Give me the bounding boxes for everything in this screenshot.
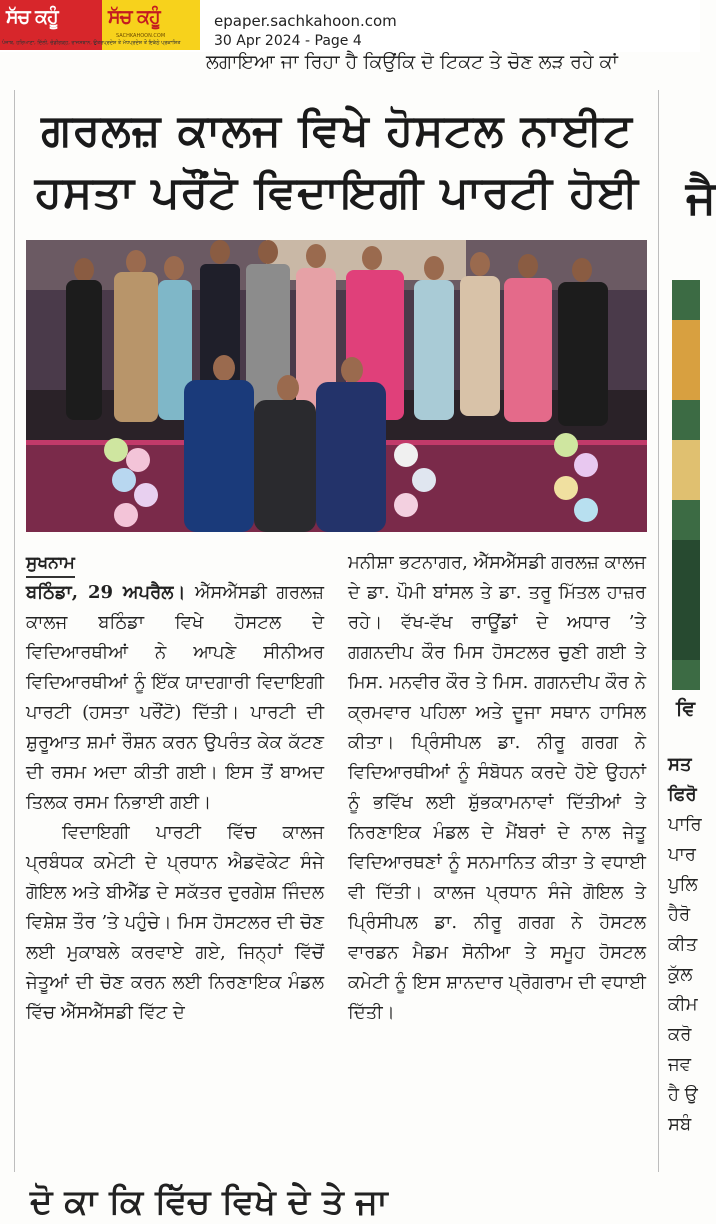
article-column-1 [26,548,324,1028]
logo-yellow-text: ਸੱਚ ਕਹੂੰ [108,6,160,28]
byline: ਸੁਖਨਾਮ [26,550,75,578]
article-headline [26,100,648,224]
next-article-line: ਕੀਮ [668,994,698,1015]
column-rule-right [658,90,659,1172]
next-article-line: ਸਤ [668,754,692,775]
sachkahoon-logo[interactable] [0,0,200,50]
bottom-headline-fragment: ਦੋ ਕਾ ਕਿ ਵਿੱਚ ਵਿਖੇ ਦੇ ਤੇ ਜਾ [30,1182,388,1222]
edition-date-page: 30 Apr 2024 - Page 4 [214,33,362,49]
next-article-caption-fragment: ਵਿ [676,696,695,720]
source-url[interactable]: epaper.sachkahoon.com [214,12,397,30]
next-article-line: ਹੈਰੋ [668,904,691,925]
event-photo-illustration [26,240,647,532]
next-article-line: ਕੀਤ [668,934,698,955]
epaper-header [0,0,700,52]
article-paragraph-2: ਵਿਦਾਇਗੀ ਪਾਰਟੀ ਵਿੱਚ ਕਾਲਜ ਪ੍ਰਬੰਧਕ ਕਮੇਟੀ ਦੇ ਪ੍ਰਧਾਨ ਐਡਵੋਕੇਟ ਸੰਜੇ ਗੋਇਲ ਅਤੇ ਬੀਐੱਡ ਦੇ ਸਕੱਤਰ ਦੁਰਗੇਸ਼ ਜਿੰਦਲ ਵਿਸ਼ੇਸ਼ ਤੌਰ ’ਤੇ ਪਹੁੰਚੇ। ਮਿਸ ਹੋਸਟਲਰ ਦੀ ਚੋਣ ਲਈ ਮੁਕਾਬਲੇ ਕਰਵਾਏ ਗਏ, ਜਿਨ੍ਹਾਂ ਵਿੱਚੋਂ ਜੇਤੂਆਂ ਦੀ ਚੋਣ ਕਰਨ ਲਈ ਨਿਰਣਾਇਕ ਮੰਡਲ ਵਿੱਚ ਐੱਸਐੱਸਡੀ ਵਿੱਟ ਦੇ [26,822,324,1023]
next-article-line: ਪਾਰ [668,844,696,865]
column-rule-left [14,90,15,1172]
logo-tagline: ਪੰਜਾਬ, ਹਰਿਆਣਾ, ਦਿੱਲੀ, ਚੰਡੀਗੜ੍ਹ, ਰਾਜਸਥਾਨ, ਉਤਰਪ੍ਰਦੇਸ਼ ਤੇ ਮੱਧਪ੍ਰਦੇਸ਼ ਤੋਂ ਇਕੱਠੇ ਪ੍ਰਕਾਸ਼ਿਤ [2,40,181,46]
article-paragraph-1: ਐੱਸਐੱਸਡੀ ਗਰਲਜ਼ ਕਾਲਜ ਬਠਿੰਡਾ ਵਿਖੇ ਹੋਸਟਲ ਦੇ ਵਿਦਿਆਰਥੀਆਂ ਨੇ ਆਪਣੇ ਸੀਨੀਅਰ ਵਿਦਿਆਰਥੀਆਂ ਨੂੰ ਇੱਕ ਯਾਦਗਾਰੀ ਵਿਦਾਇਗੀ ਪਾਰਟੀ (ਹਸਤਾ ਪਰੌਂਟੋ) ਦਿੱਤੀ। ਪਾਰਟੀ ਦੀ ਸ਼ੁਰੂਆਤ ਸ਼ਮਾਂ ਰੌਸ਼ਨ ਕਰਨ ਉਪਰੰਤ ਕੇਕ ਕੱਟਣ ਦੀ ਰਸਮ ਅਦਾ ਕੀਤੀ ਗਈ। ਇਸ ਤੋਂ ਬਾਅਦ ਤਿਲਕ ਰਸਮ ਨਿਭਾਈ ਗਈ। [26,582,324,813]
next-article-text-fragment [668,750,708,1170]
next-article-line: ਹੈ ਉ [668,1084,698,1105]
next-article-photo-illustration [672,280,700,690]
logo-red-text: ਸੱਚ ਕਹੂੰ [6,6,58,28]
next-article-line: ਫਿਰੋ [668,784,697,805]
article-paragraph-3: ਮਨੀਸ਼ਾ ਭਟਨਾਗਰ, ਐੱਸਐੱਸਡੀ ਗਰਲਜ਼ ਕਾਲਜ ਦੇ ਡਾ. ਪੌਮੀ ਬਾਂਸਲ ਤੇ ਡਾ. ਤਰੂ ਮਿੱਤਲ ਹਾਜ਼ਰ ਰਹੇ। ਵੱਖ-ਵੱਖ ਰਾਊਂਡਾਂ ਦੇ ਅਧਾਰ ’ਤੇ ਗਗਨਦੀਪ ਕੌਰ ਮਿਸ ਹੋਸਟਲਰ ਚੁਣੀ ਗਈ ਤੇ ਮਿਸ. ਮਨਵੀਰ ਕੌਰ ਤੇ ਮਿਸ. ਗਗਨਦੀਪ ਕੌਰ ਨੇ ਕ੍ਰਮਵਾਰ ਪਹਿਲਾ ਅਤੇ ਦੂਜਾ ਸਥਾਨ ਹਾਸਿਲ ਕੀਤਾ। ਪ੍ਰਿੰਸੀਪਲ ਡਾ. ਨੀਰੂ ਗਰਗ ਨੇ ਵਿਦਿਆਰਥੀਆਂ ਨੂੰ ਸੰਬੋਧਨ ਕਰਦੇ ਹੋਏ ਉਹਨਾਂ ਨੂੰ ਭਵਿੱਖ ਲਈ ਸ਼ੁੱਭਕਾਮਨਾਵਾਂ ਦਿੱਤੀਆਂ ਤੇ ਨਿਰਣਾਇਕ ਮੰਡਲ ਦੇ ਮੈਂਬਰਾਂ ਦੇ ਨਾਲ ਜੇਤੂ ਵਿਦਿਆਰਥਣਾਂ ਨੂੰ ਸਨਮਾਨਿਤ ਕੀਤਾ ਤੇ ਵਧਾਈ ਵੀ ਦਿੱਤੀ। ਕਾਲਜ ਪ੍ਰਧਾਨ ਸੰਜੇ ਗੋਇਲ ਤੇ ਪ੍ਰਿੰਸੀਪਲ ਡਾ. ਨੀਰੂ ਗਰਗ ਨੇ ਹੋਸਟਲ ਵਾਰਡਨ ਮੈਡਮ ਸੋਨੀਆ ਤੇ ਸਮੂਹ ਹੋਸਟਲ ਕਮੇਟੀ ਨੂੰ ਇਸ ਸ਼ਾਨਦਾਰ ਪ੍ਰੋਗਰਾਮ ਦੀ ਵਧਾਈ ਦਿੱਤੀ। [348,552,646,1023]
next-article-photo[interactable] [672,280,700,690]
article-column-2 [348,548,646,1028]
next-article-headline-fragment: ਜੈ [686,170,716,224]
next-article-line: ਪਾਰਿ [668,814,702,835]
next-article-line: ਸਬੰ [668,1114,692,1135]
logo-site: SACHKAHOON.COM [116,33,166,39]
article-photo[interactable] [26,240,647,532]
previous-article-tail: ਲਗਾਇਆ ਜਾ ਰਿਹਾ ਹੈ ਕਿਉਂਕਿ ਦੋ ਟਿਕਟ ਤੇ ਚੋਣ ਲੜ ਰਹੇ ਕਾਂ [206,51,618,73]
headline-line-1: ਗਰਲਜ਼ ਕਾਲਜ ਵਿਖੇ ਹੋਸਟਲ ਨਾਈਟ [41,105,633,156]
next-article-line: ਕਰੋ [668,1024,692,1045]
dateline: ਬਠਿੰਡਾ, 29 ਅਪਰੈਲ। [26,582,186,603]
next-article-line: ਜਵ [668,1054,692,1075]
next-article-line: ਪੁਲਿ [668,874,698,895]
headline-line-2: ਹਸਤਾ ਪਰੌਂਟੋ ਵਿਦਾਇਗੀ ਪਾਰਟੀ ਹੋਈ [34,167,640,218]
next-article-line: ਕੁੱਲ [668,964,693,985]
